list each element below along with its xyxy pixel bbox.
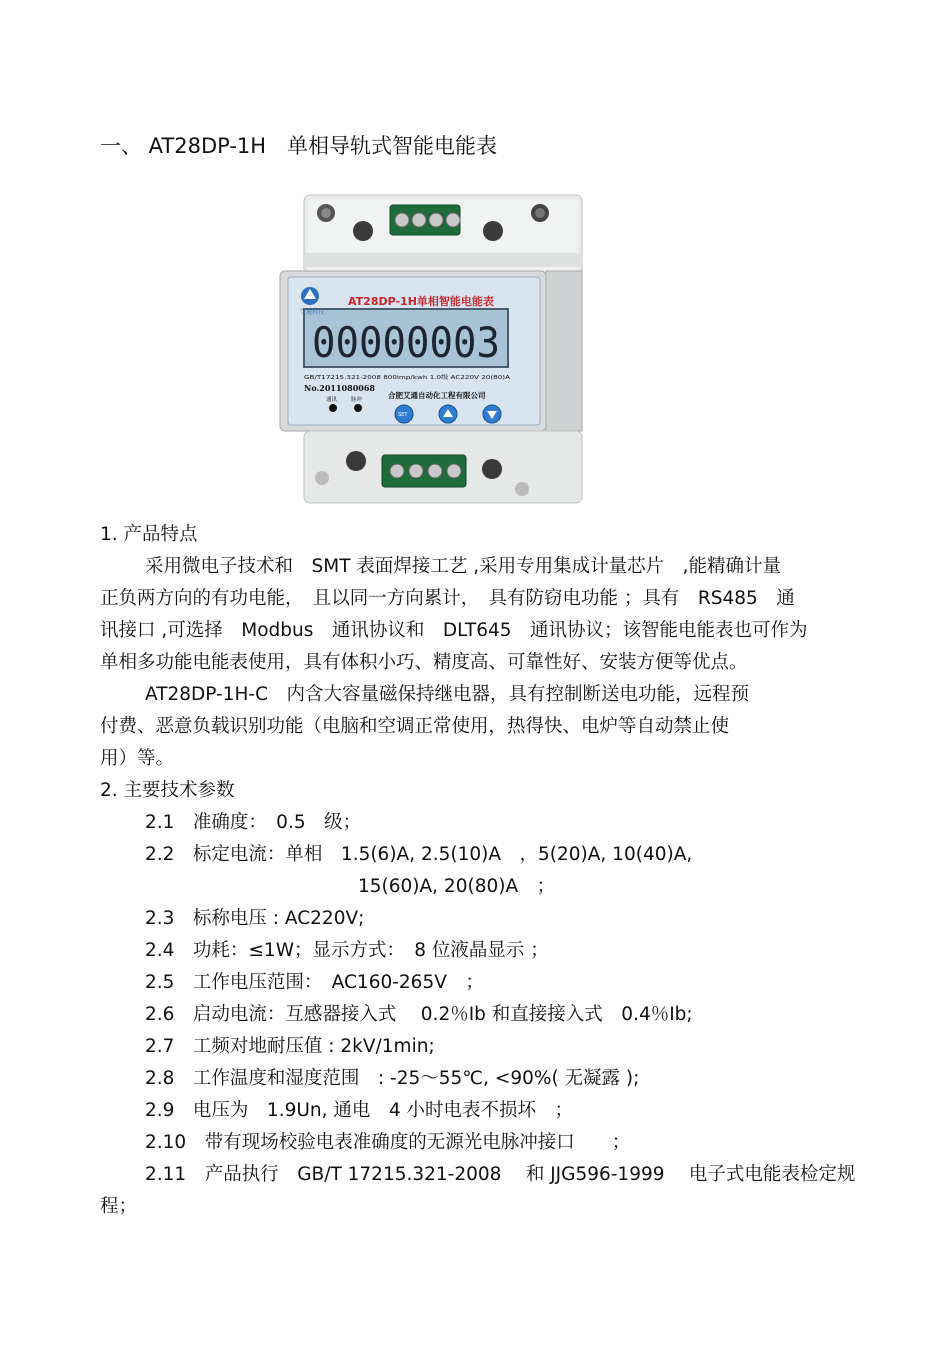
param-item: 2.2 标定电流：单相 1.5(6)A, 2.5(10)A ，5(20)A, 10(40)A, [145,844,693,865]
param-item: 2.1 准确度： 0.5 级； [145,812,362,833]
param-item: 2.4 功耗：≤1W；显示方式： 8 位液晶显示 ； [145,940,549,961]
param-item: 2.7 工频对地耐压值 : 2kV/1min; [145,1036,435,1057]
meter-photo [278,193,584,505]
param-item: 2.5 工作电压范围： AC160-265V ； [145,972,484,993]
section1-heading: 1. 产品特点 [100,524,198,545]
page-title: 一、 AT28DP-1H 单相导轨式智能电能表 [100,134,498,158]
para1-line1: 采用微电子技术和 SMT 表面焊接工艺 ,采用专用集成计量芯片 ,能精确计量 [145,556,782,577]
para2-line3: 用）等。 [100,748,175,769]
para1-line4: 单相多功能电能表使用，具有体积小巧、精度高、可靠性好、安装方便等优点。 [100,652,748,673]
brand-text: 艾通科技 [300,309,325,316]
panel-title: AT28DP-1H单相智能电能表 [348,295,494,308]
set-button-label: SET [398,412,408,418]
param-item: 2.10 带有现场校验电表准确度的无源光电脉冲接口 ； [145,1132,631,1153]
serial-number: No.2011080068 [304,383,375,393]
param-item: 2.8 工作温度和湿度范围 : -25～55℃, <90%( 无凝露 ); [145,1068,640,1089]
led-label-comm: 通讯 [326,397,338,403]
lcd-digits: 00000003 [312,318,500,367]
param-item-continued: 程； [100,1196,138,1217]
spec-line: GB/T17215.321-2008 800imp/kwh 1.0级 AC220V 20(80)A [304,375,465,381]
para1-line2: 正负两方向的有功电能， 且以同一方向累计， 具有防窃电功能 ；具有 RS485 通 [100,588,795,609]
param-item: 2.11 产品执行 GB/T 17215.321-2008 和 JJG596-1999 电子式电能表检定规 [145,1164,856,1185]
param-item: 2.6 启动电流：互感器接入式 0.2％Ib 和直接接入式 0.4％Ib; [145,1004,693,1025]
section2-heading: 2. 主要技术参数 [100,780,235,801]
manufacturer: 合肥艾通自动化工程有限公司 [388,391,486,400]
para2-line2: 付费、恶意负载识别功能（电脑和空调正常使用，热得快、电炉等自动禁止使 [100,716,730,737]
param-item: 2.9 电压为 1.9Un, 通电 4 小时电表不损坏 ； [145,1100,574,1121]
para2-line1: AT28DP-1H-C 内含大容量磁保持继电器，具有控制断送电功能，远程预 [145,684,750,705]
led-label-pulse: 脉冲 [351,397,363,403]
param-item: 2.3 标称电压 : AC220V; [145,908,365,929]
param-item-continued: 15(60)A, 20(80)A ； [358,876,556,897]
para1-line3: 讯接口 ,可选择 Modbus 通讯协议和 DLT645 通讯协议；该智能电能表也可作为 [100,620,808,641]
